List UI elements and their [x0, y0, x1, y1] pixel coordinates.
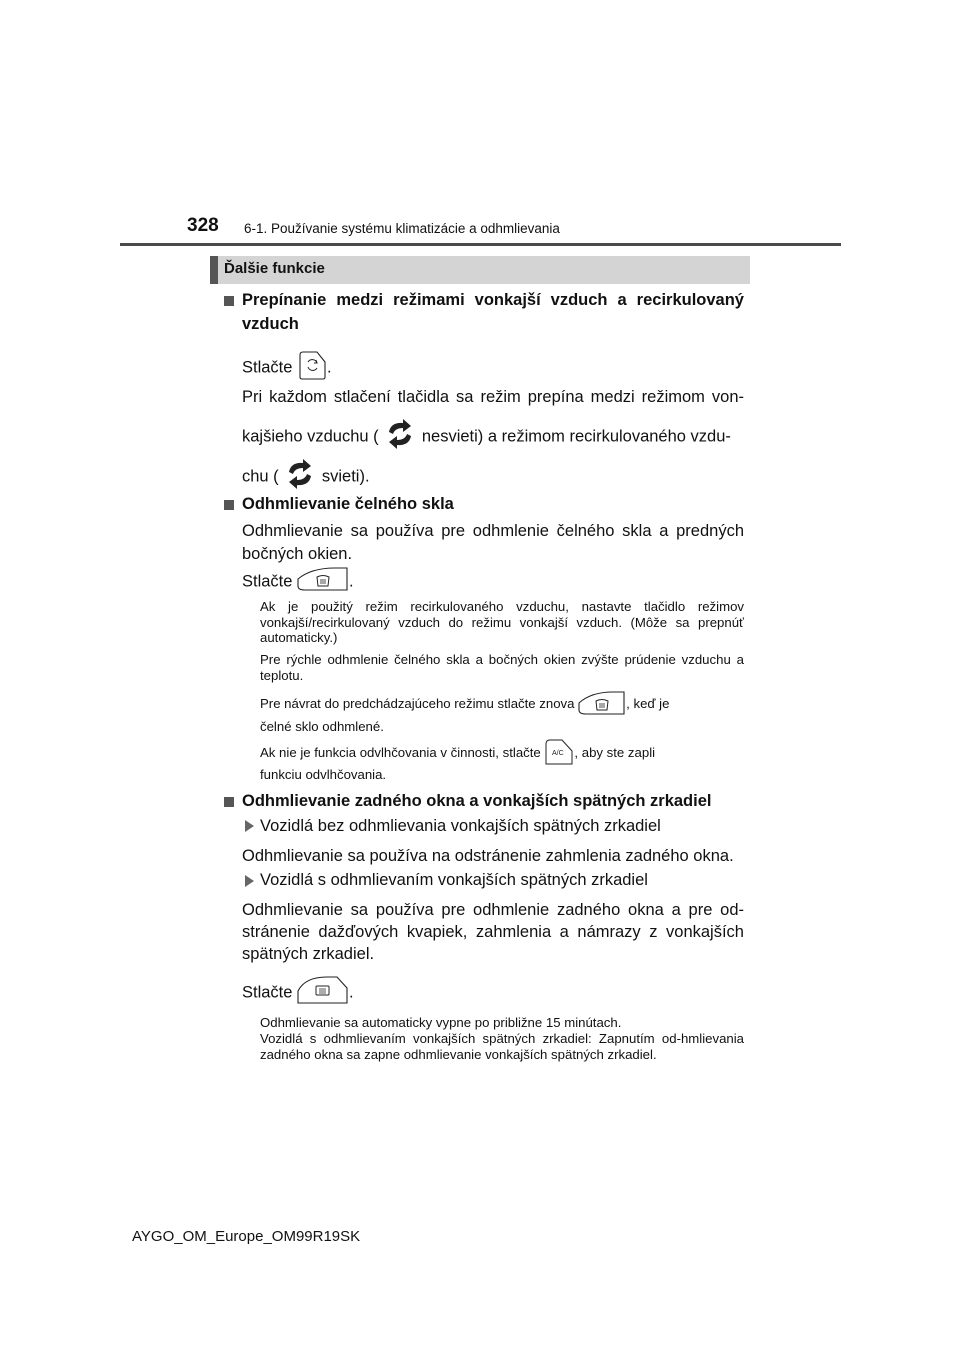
recirc-press-line	[242, 350, 744, 386]
press-period: .	[349, 983, 354, 1002]
header-rule	[120, 243, 841, 246]
windshield-note4-line2: funkciu odvlhčovania.	[260, 767, 387, 782]
rear-heading: Odhmlievanie zadného okna a vonkajších spätných zrkadiel	[242, 792, 712, 810]
windshield-desc-line2: bočných okien.	[242, 545, 353, 563]
rear-note1: Odhmlievanie sa automaticky vypne po približne 15 minútach.	[260, 1015, 622, 1030]
rear-sub1: Vozidlá bez odhmlievania vonkajších spätných zrkadiel	[260, 817, 661, 835]
windshield-note4-line1	[260, 738, 744, 770]
windshield-note3-line2: čelné sklo odhmlené.	[260, 719, 384, 734]
section-title: Ďalšie funkcie	[224, 260, 325, 277]
recirc-desc-2a: kajšieho vzduchu (	[242, 427, 379, 446]
recirc-heading-line2: vzduch	[242, 315, 299, 333]
press-period: .	[349, 572, 354, 591]
windshield-note1: Ak je použitý režim recirkulovaného vzduchu, nastavte tlačidlo režimov vonkajší/recirkulovaný vzduch do režimu vonkajší vzduch. (Môže sa prepnúť automaticky.)	[260, 599, 744, 645]
rear-sub2-desc-line3: spätných zrkadiel.	[242, 945, 375, 963]
recirc-desc-2b: nesvieti) a režimom recirkulovaného vzdu-	[421, 427, 731, 446]
rear-defog-button-icon	[297, 975, 349, 1011]
sub-bullet-triangle	[245, 875, 254, 887]
sub-bullet-triangle	[245, 820, 254, 832]
recirc-desc-3b: svieti).	[321, 467, 370, 486]
rear-note2: Vozidlá s odhmlievaním vonkajších spätných zrkadiel: Zapnutím od-hmlievania zadného okna sa zapne odhmlievanie vonkajších spätných zrkadiel.	[260, 1031, 744, 1062]
svg-text:A/C: A/C	[552, 750, 565, 757]
note4-a: Ak nie je funkcia odvlhčovania v činnosti, stlačte	[260, 745, 541, 761]
recirc-desc-line1: Pri každom stlačení tlačidla sa režim prepína medzi režimom von-	[242, 388, 744, 406]
ac-button-icon	[544, 738, 574, 770]
recirc-desc-3a: chu (	[242, 467, 279, 486]
press-text: Stlačte	[242, 572, 293, 591]
note3-b: , keď je	[626, 696, 670, 712]
heading-bullet	[224, 500, 234, 510]
recirc-desc-line2	[242, 418, 744, 456]
press-text: Stlačte	[242, 358, 293, 377]
recirc-heading-line1: Prepínanie medzi režimami vonkajší vzduch a recirkulovaný	[242, 291, 744, 309]
running-title: 6-1. Používanie systému klimatizácie a odhmlievania	[244, 221, 560, 236]
footer-doc-id: AYGO_OM_Europe_OM99R19SK	[132, 1228, 361, 1245]
windshield-note2: Pre rýchle odhmlenie čelného skla a bočných okien zvýšte prúdenie vzduchu a teplotu.	[260, 652, 744, 683]
heading-bullet	[224, 797, 234, 807]
windshield-defog-button-icon	[578, 690, 626, 720]
windshield-desc-line1: Odhmlievanie sa používa pre odhmlenie čelného skla a predných	[242, 522, 744, 540]
recirculation-arrows-icon	[383, 418, 417, 456]
press-period: .	[327, 358, 332, 377]
recirculation-button-icon	[297, 350, 327, 386]
rear-sub2: Vozidlá s odhmlievaním vonkajších spätných zrkadiel	[260, 871, 648, 889]
recirc-desc-line3	[242, 458, 744, 496]
recirculation-arrows-icon	[283, 458, 317, 496]
windshield-heading: Odhmlievanie čelného skla	[242, 495, 454, 513]
rear-sub1-desc: Odhmlievanie sa používa na odstránenie zahmlenia zadného okna.	[242, 847, 734, 865]
press-text: Stlačte	[242, 983, 293, 1002]
rear-sub2-desc-line1: Odhmlievanie sa používa pre odhmlenie zadného okna a pre od-	[242, 901, 744, 919]
page-number: 328	[187, 215, 219, 236]
windshield-note3-line1	[260, 690, 744, 720]
rear-press-line	[242, 975, 744, 1011]
rear-sub2-desc-line2: stránenie dažďových kvapiek, zahmlenia a námrazy z vonkajších	[242, 923, 744, 941]
note3-a: Pre návrat do predchádzajúceho režimu stlačte znova	[260, 696, 575, 712]
windshield-defog-button-icon	[297, 566, 349, 598]
heading-bullet	[224, 296, 234, 306]
note4-b: , aby ste zapli	[574, 745, 656, 761]
windshield-press-line	[242, 566, 744, 598]
